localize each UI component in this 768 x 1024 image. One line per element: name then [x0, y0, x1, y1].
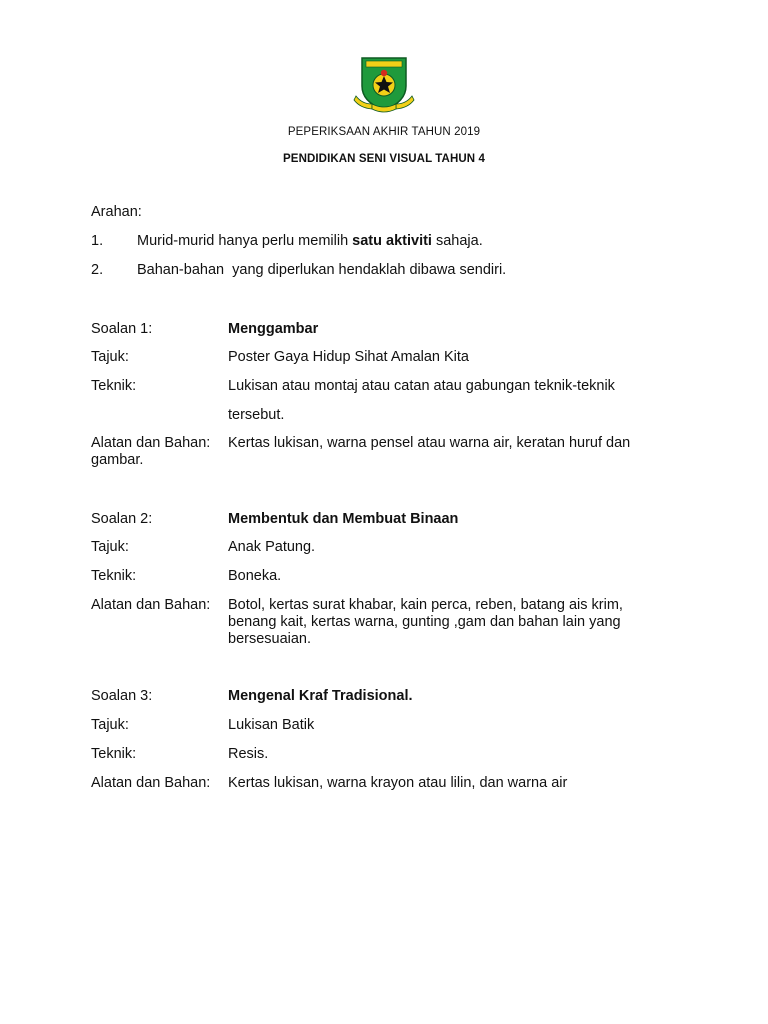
tajuk-value: Lukisan Batik — [228, 717, 315, 733]
instruction-number: 1. — [91, 233, 104, 249]
question-title: Membentuk dan Membuat Binaan — [228, 511, 459, 527]
teknik-label: Teknik: — [91, 378, 137, 394]
tajuk-label: Tajuk: — [91, 717, 129, 733]
instruction-emphasis: satu aktiviti — [352, 233, 432, 249]
question-title: Mengenal Kraf Tradisional. — [228, 688, 413, 704]
teknik-label: Teknik: — [91, 568, 137, 584]
question-label: Soalan 2: — [91, 511, 153, 527]
subject-title: PENDIDIKAN SENI VISUAL TAHUN 4 — [283, 153, 485, 165]
school-crest-icon — [352, 52, 416, 116]
teknik-value: Resis. — [228, 746, 269, 762]
instruction-text — [137, 233, 483, 249]
tajuk-value: Anak Patung. — [228, 539, 316, 555]
teknik-value: Lukisan atau montaj atau catan atau gabungan teknik-teknik — [228, 378, 615, 394]
instructions-heading: Arahan: — [91, 204, 142, 220]
question-label: Soalan 1: — [91, 321, 153, 337]
alatan-value: Kertas lukisan, warna pensel atau warna air, keratan huruf dan — [228, 435, 631, 451]
alatan-label: Alatan dan Bahan: — [91, 775, 211, 791]
instruction-text: Bahan-bahan yang diperlukan hendaklah dibawa sendiri. — [137, 262, 507, 278]
teknik-value-cont: tersebut. — [228, 407, 285, 423]
instruction-text-pre: Murid-murid hanya perlu memilih — [137, 233, 353, 249]
alatan-value: Kertas lukisan, warna krayon atau lilin, dan warna air — [228, 775, 568, 791]
alatan-label: Alatan dan Bahan: — [91, 435, 211, 451]
exam-title: PEPERIKSAAN AKHIR TAHUN 2019 — [287, 126, 481, 138]
alatan-value-cont: benang kait, kertas warna, gunting ,gam dan bahan lain yang — [228, 614, 621, 630]
question-title: Menggambar — [228, 321, 319, 337]
instruction-number: 2. — [91, 262, 104, 278]
instruction-text-post: sahaja. — [431, 233, 483, 249]
question-label: Soalan 3: — [91, 688, 153, 704]
alatan-value: Botol, kertas surat khabar, kain perca, reben, batang ais krim, — [228, 597, 623, 613]
alatan-value-cont: bersesuaian. — [228, 631, 312, 647]
alatan-label: Alatan dan Bahan: — [91, 597, 211, 613]
teknik-label: Teknik: — [91, 746, 137, 762]
alatan-value-cont: gambar. — [91, 452, 144, 468]
teknik-value: Boneka. — [228, 568, 282, 584]
tajuk-value: Poster Gaya Hidup Sihat Amalan Kita — [228, 349, 469, 365]
tajuk-label: Tajuk: — [91, 349, 129, 365]
tajuk-label: Tajuk: — [91, 539, 129, 555]
